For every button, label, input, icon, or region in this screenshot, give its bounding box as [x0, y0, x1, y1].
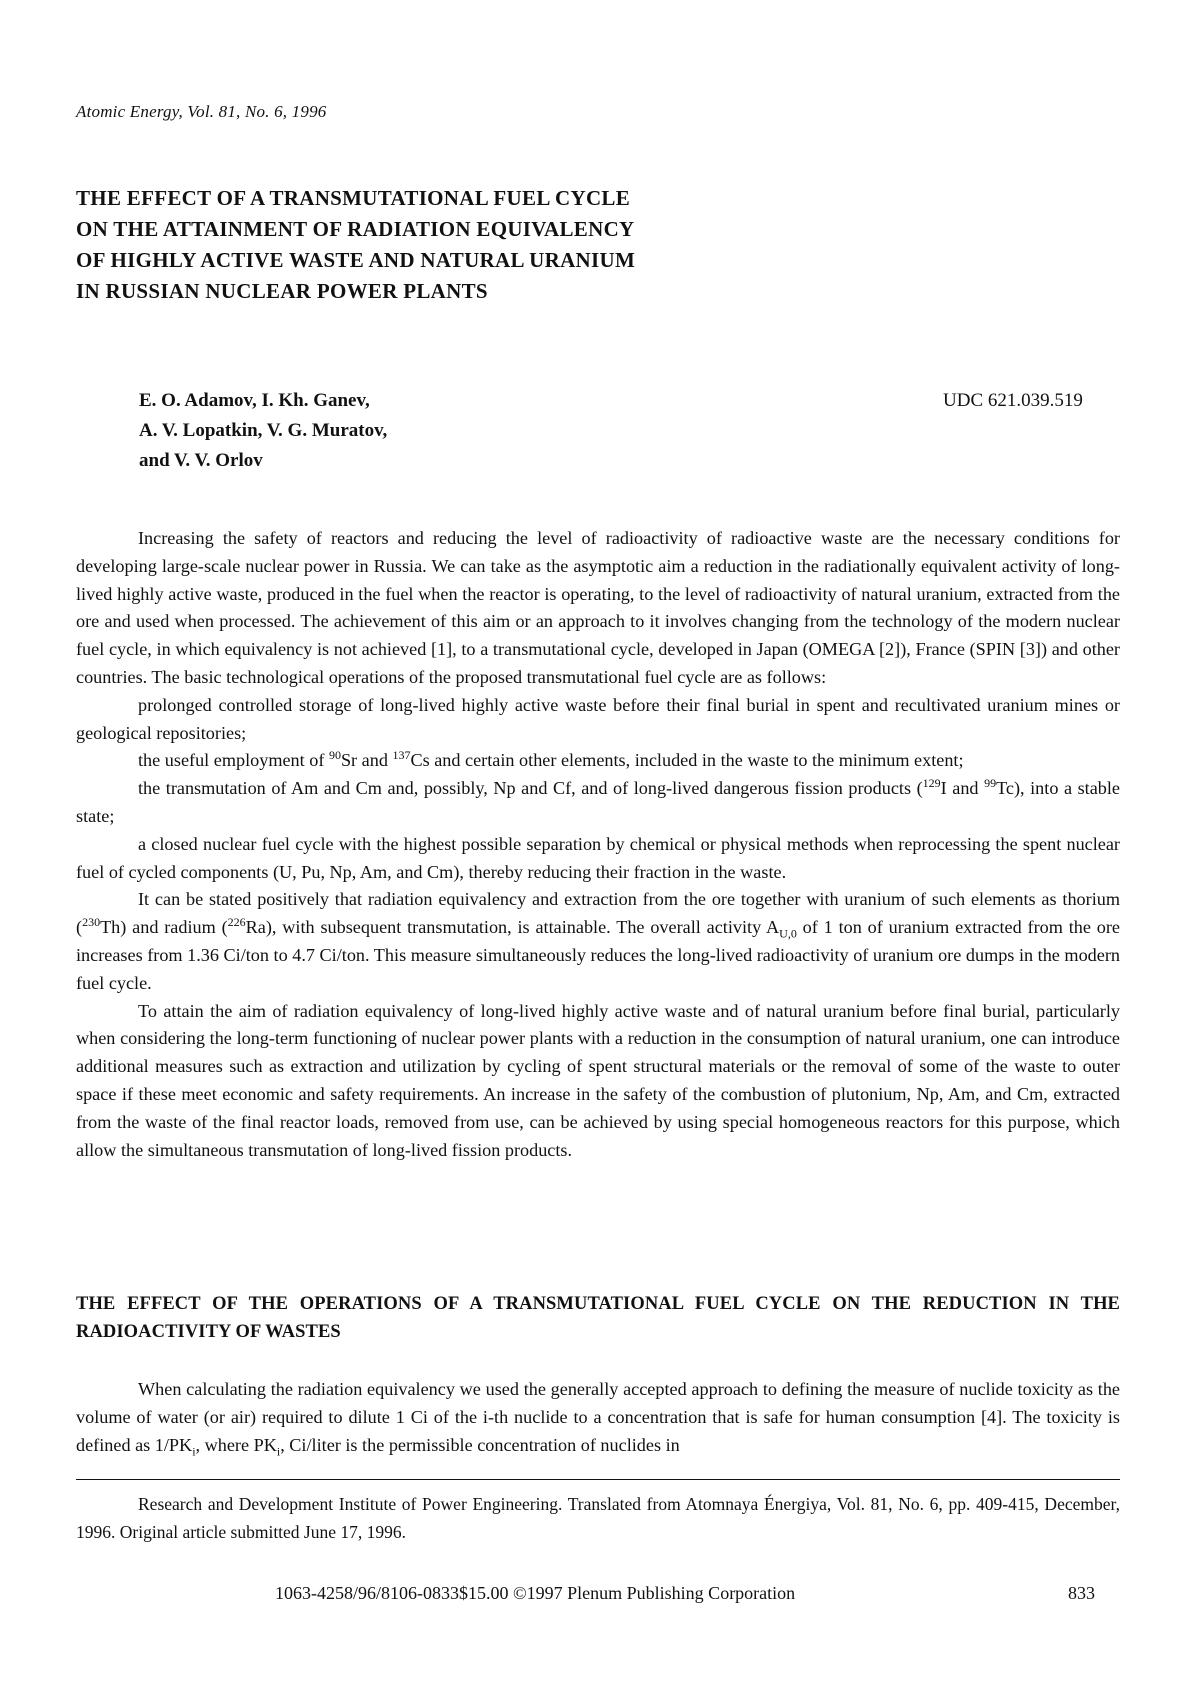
article-body [76, 525, 1120, 1164]
title-line: OF HIGHLY ACTIVE WASTE AND NATURAL URANIUM [76, 248, 636, 272]
paragraph: the transmutation of Am and Cm and, possibly, Np and Cf, and of long-lived dangerous fission products ($^{129}$I and $^{99}$Tc), into a stable state; [76, 776, 1121, 826]
author-line: and V. V. Orlov [139, 450, 263, 471]
title-line: IN RUSSIAN NUCLEAR POWER PLANTS [76, 279, 488, 303]
paragraph: To attain the aim of radiation equivalency of long-lived highly active waste and of natural uranium before final burial, particularly when considering the long-term functioning of nuclear power plants with a reduction in the consumption of natural uranium, one can introduce additional measures such as extraction and utilization by cycling of spent structural materials or the removal of some of the waste to outer space if these meet economic and safety requirements. An increase in the safety of the combustion of plutonium, Np, Am, and Cm, extracted from the waste of the final reactor loads, removed from use, can be achieved by using special homogeneous reactors for this purpose, which allow the simultaneous transmutation of long-lived fission products. [76, 1000, 1120, 1160]
footnote [76, 1490, 1120, 1546]
paragraph: When calculating the radiation equivalency we used the generally accepted approach to defining the measure of nuclide toxicity as the volume of water (or air) required to dilute 1 Ci of the i-th nuclide to a concentration that is safe for human consumption [4]. The toxicity is defined as $1/PK_i$, where $PK_i$, Ci/liter is the permissible concentration of nuclides in [76, 1379, 1120, 1459]
section-heading: THE EFFECT OF THE OPERATIONS OF A TRANSMUTATIONAL FUEL CYCLE ON THE REDUCTION IN THE RADIOACTIVITY OF WASTES [76, 1294, 1120, 1342]
udc-code: UDC 621.039.519 [943, 390, 1083, 411]
journal-citation: Atomic Energy, Vol. 81, No. 6, 1996 [76, 102, 327, 121]
title-line: THE EFFECT OF A TRANSMUTATIONAL FUEL CYCLE [76, 186, 631, 210]
paragraph: a closed nuclear fuel cycle with the highest possible separation by chemical or physical methods when reprocessing the spent nuclear fuel of cycled components (U, Pu, Np, Am, and Cm), thereby reducing their fraction in the waste. [76, 833, 1120, 882]
paragraph: Increasing the safety of reactors and reducing the level of radioactivity of radioactive waste are the necessary conditions for developing large-scale nuclear power in Russia. We can take as the asymptotic aim a reduction in the radiationally equivalent activity of long-lived highly active waste, produced in the fuel when the reactor is operating, to the level of radioactivity of natural uranium, extracted from the ore and used when processed. The achievement of this aim or an approach to it involves changing from the technology of the modern nuclear fuel cycle, in which equivalency is not achieved [1], to a transmutational cycle, developed in Japan (OMEGA [2]), France (SPIN [3]) and other countries. The basic technological operations of the proposed transmutational fuel cycle are as follows: [76, 528, 1120, 687]
author-list [139, 386, 387, 476]
section-body [76, 1375, 1120, 1459]
paragraph: prolonged controlled storage of long-lived highly active waste before their final burial in spent and recultivated uranium mines or geological repositories; [76, 694, 1120, 743]
author-line: A. V. Lopatkin, V. G. Muratov, [139, 420, 388, 441]
paragraph: the useful employment of $^{90}$Sr and $^{137}$Cs and certain other elements, included in the waste to the minimum extent; [138, 748, 964, 771]
article-title [76, 183, 836, 307]
author-line: E. O. Adamov, I. Kh. Ganev, [139, 390, 370, 411]
copyright-line: 1063-4258/96/8106-0833$15.00 ©1997 Plenum Publishing Corporation [275, 1583, 796, 1603]
page-number: 833 [1068, 1583, 1095, 1603]
footnote-divider [76, 1479, 1120, 1480]
title-line: ON THE ATTAINMENT OF RADIATION EQUIVALENCY [76, 217, 635, 241]
paragraph: It can be stated positively that radiation equivalency and extraction from the ore together with uranium of such elements as thorium ($^{230}$Th) and radium ($^{226}$Ra), with subsequent transmutation, is attainable. The overall activity $A_{U,0}$ of 1 ton of uranium extracted from the ore increases from 1.36 Ci/ton to 4.7 Ci/ton. This measure simultaneously reduces the long-lived radioactivity of uranium ore dumps in the modern fuel cycle. [76, 889, 1120, 993]
footnote-text: Research and Development Institute of Power Engineering. Translated from Atomnaya Énergiya, Vol. 81, No. 6, pp. 409-415, December, 1996. Original article submitted June 17, 1996. [76, 1494, 1120, 1542]
